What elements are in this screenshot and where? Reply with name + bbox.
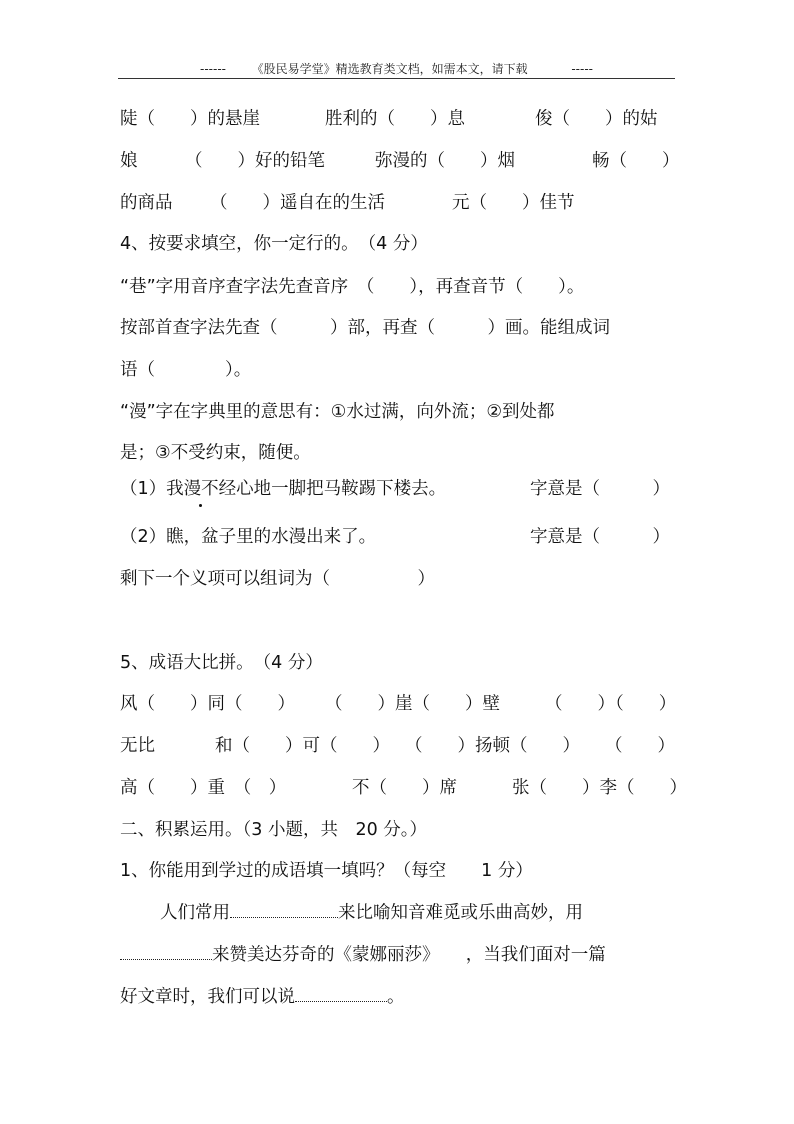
q5-row3-item2: 不（ ）席 <box>352 778 457 798</box>
q5-row1-item3: （ ）（ ） <box>545 694 677 714</box>
q4-line5: 是；③不受约束，随便。 <box>120 443 311 463</box>
fill-para-line3 <box>120 985 405 1008</box>
q4-line3: 语（ ）。 <box>120 360 252 380</box>
q5-title: 5、成语大比拼。 （4 分） <box>120 653 323 673</box>
q4-line6: 剩下一个义项可以组词为（ ） <box>120 569 435 589</box>
q5-row2-item2: 和（ ）可（ ） <box>215 736 390 756</box>
q4-line4: “漫”字在字典里的意思有：①水过满，向外流；②到处都 <box>120 402 555 422</box>
q3-row2-item3: 弥漫的（ ）烟 <box>375 151 515 171</box>
q4-item2: （2）瞧，盆子里的水漫出来了。 <box>120 527 377 547</box>
q3-row3-item3: 元（ ）佳节 <box>452 193 575 213</box>
q3-row3-item2: （ ）遥自在的生活 <box>210 193 385 213</box>
header-left-dash: ------ <box>200 62 226 76</box>
para2-text: 来赞美达芬奇的《蒙娜丽莎》 ，当我们面对一篇 <box>212 945 606 965</box>
emphasis-dot <box>199 504 202 507</box>
q4-item1-tail: 字意是（ ） <box>530 479 670 499</box>
q5-row2-item4: （ ） <box>605 736 675 756</box>
q3-row2-item4: 畅（ ） <box>592 151 680 171</box>
para1-text-b: 来比喻知音难觅或乐曲高妙，用 <box>338 903 583 923</box>
para3-text-b: 。 <box>387 987 405 1007</box>
fill-para-line2 <box>120 943 606 966</box>
para1-text-a: 人们常用 <box>160 903 230 923</box>
q5-row1-item1: 风（ ）同（ ） <box>120 694 295 714</box>
para3-text-a: 好文章时，我们可以说 <box>120 987 295 1007</box>
q3-row1-item1: 陡（ ）的悬崖 <box>120 109 260 129</box>
q5-row3-item3: 张（ ）李（ ） <box>512 778 687 798</box>
section2-q1-title: 1、你能用到学过的成语填一填吗？（每空 1 分） <box>120 861 533 881</box>
q5-row1-item2: （ ）崖（ ）壁 <box>325 694 500 714</box>
page-header <box>118 60 675 77</box>
q4-line1: “巷”字用音序查字法先查音序 （ ），再查音节（ ）。 <box>120 277 585 297</box>
q3-row1-item2: 胜利的（ ）息 <box>325 109 465 129</box>
blank-1[interactable] <box>230 901 338 918</box>
q4-item2-tail: 字意是（ ） <box>530 527 670 547</box>
fill-para-line1 <box>160 901 583 924</box>
q3-row3-item1: 的商品 <box>120 193 173 213</box>
header-divider <box>118 78 675 79</box>
header-text: 《股民易学堂》精选教育类文档，如需本文，请下载 <box>251 62 528 76</box>
q4-line2: 按部首查字法先查（ ）部，再查（ ）画。能组成词 <box>120 318 610 338</box>
blank-3[interactable] <box>295 985 387 1002</box>
q4-item1: （1）我漫不经心地一脚把马鞍踢下楼去。 <box>120 479 447 499</box>
q5-row2-item1: 无比 <box>120 736 155 756</box>
q3-row1-item3: 俊（ ）的姑 <box>535 109 658 129</box>
blank-2[interactable] <box>120 943 212 960</box>
header-right-dash: ----- <box>571 62 593 76</box>
section2-title: 二、积累运用。（3 小题，共 20 分。） <box>120 820 428 840</box>
q5-row3-item1: 高（ ）重 （ ） <box>120 778 287 798</box>
q3-row2-item1: 娘 <box>120 151 138 171</box>
q4-title: 4、按要求填空，你一定行的。 （4 分） <box>120 234 428 254</box>
q5-row2-item3: （ ）扬顿（ ） <box>405 736 580 756</box>
q3-row2-item2: （ ）好的铅笔 <box>185 151 325 171</box>
